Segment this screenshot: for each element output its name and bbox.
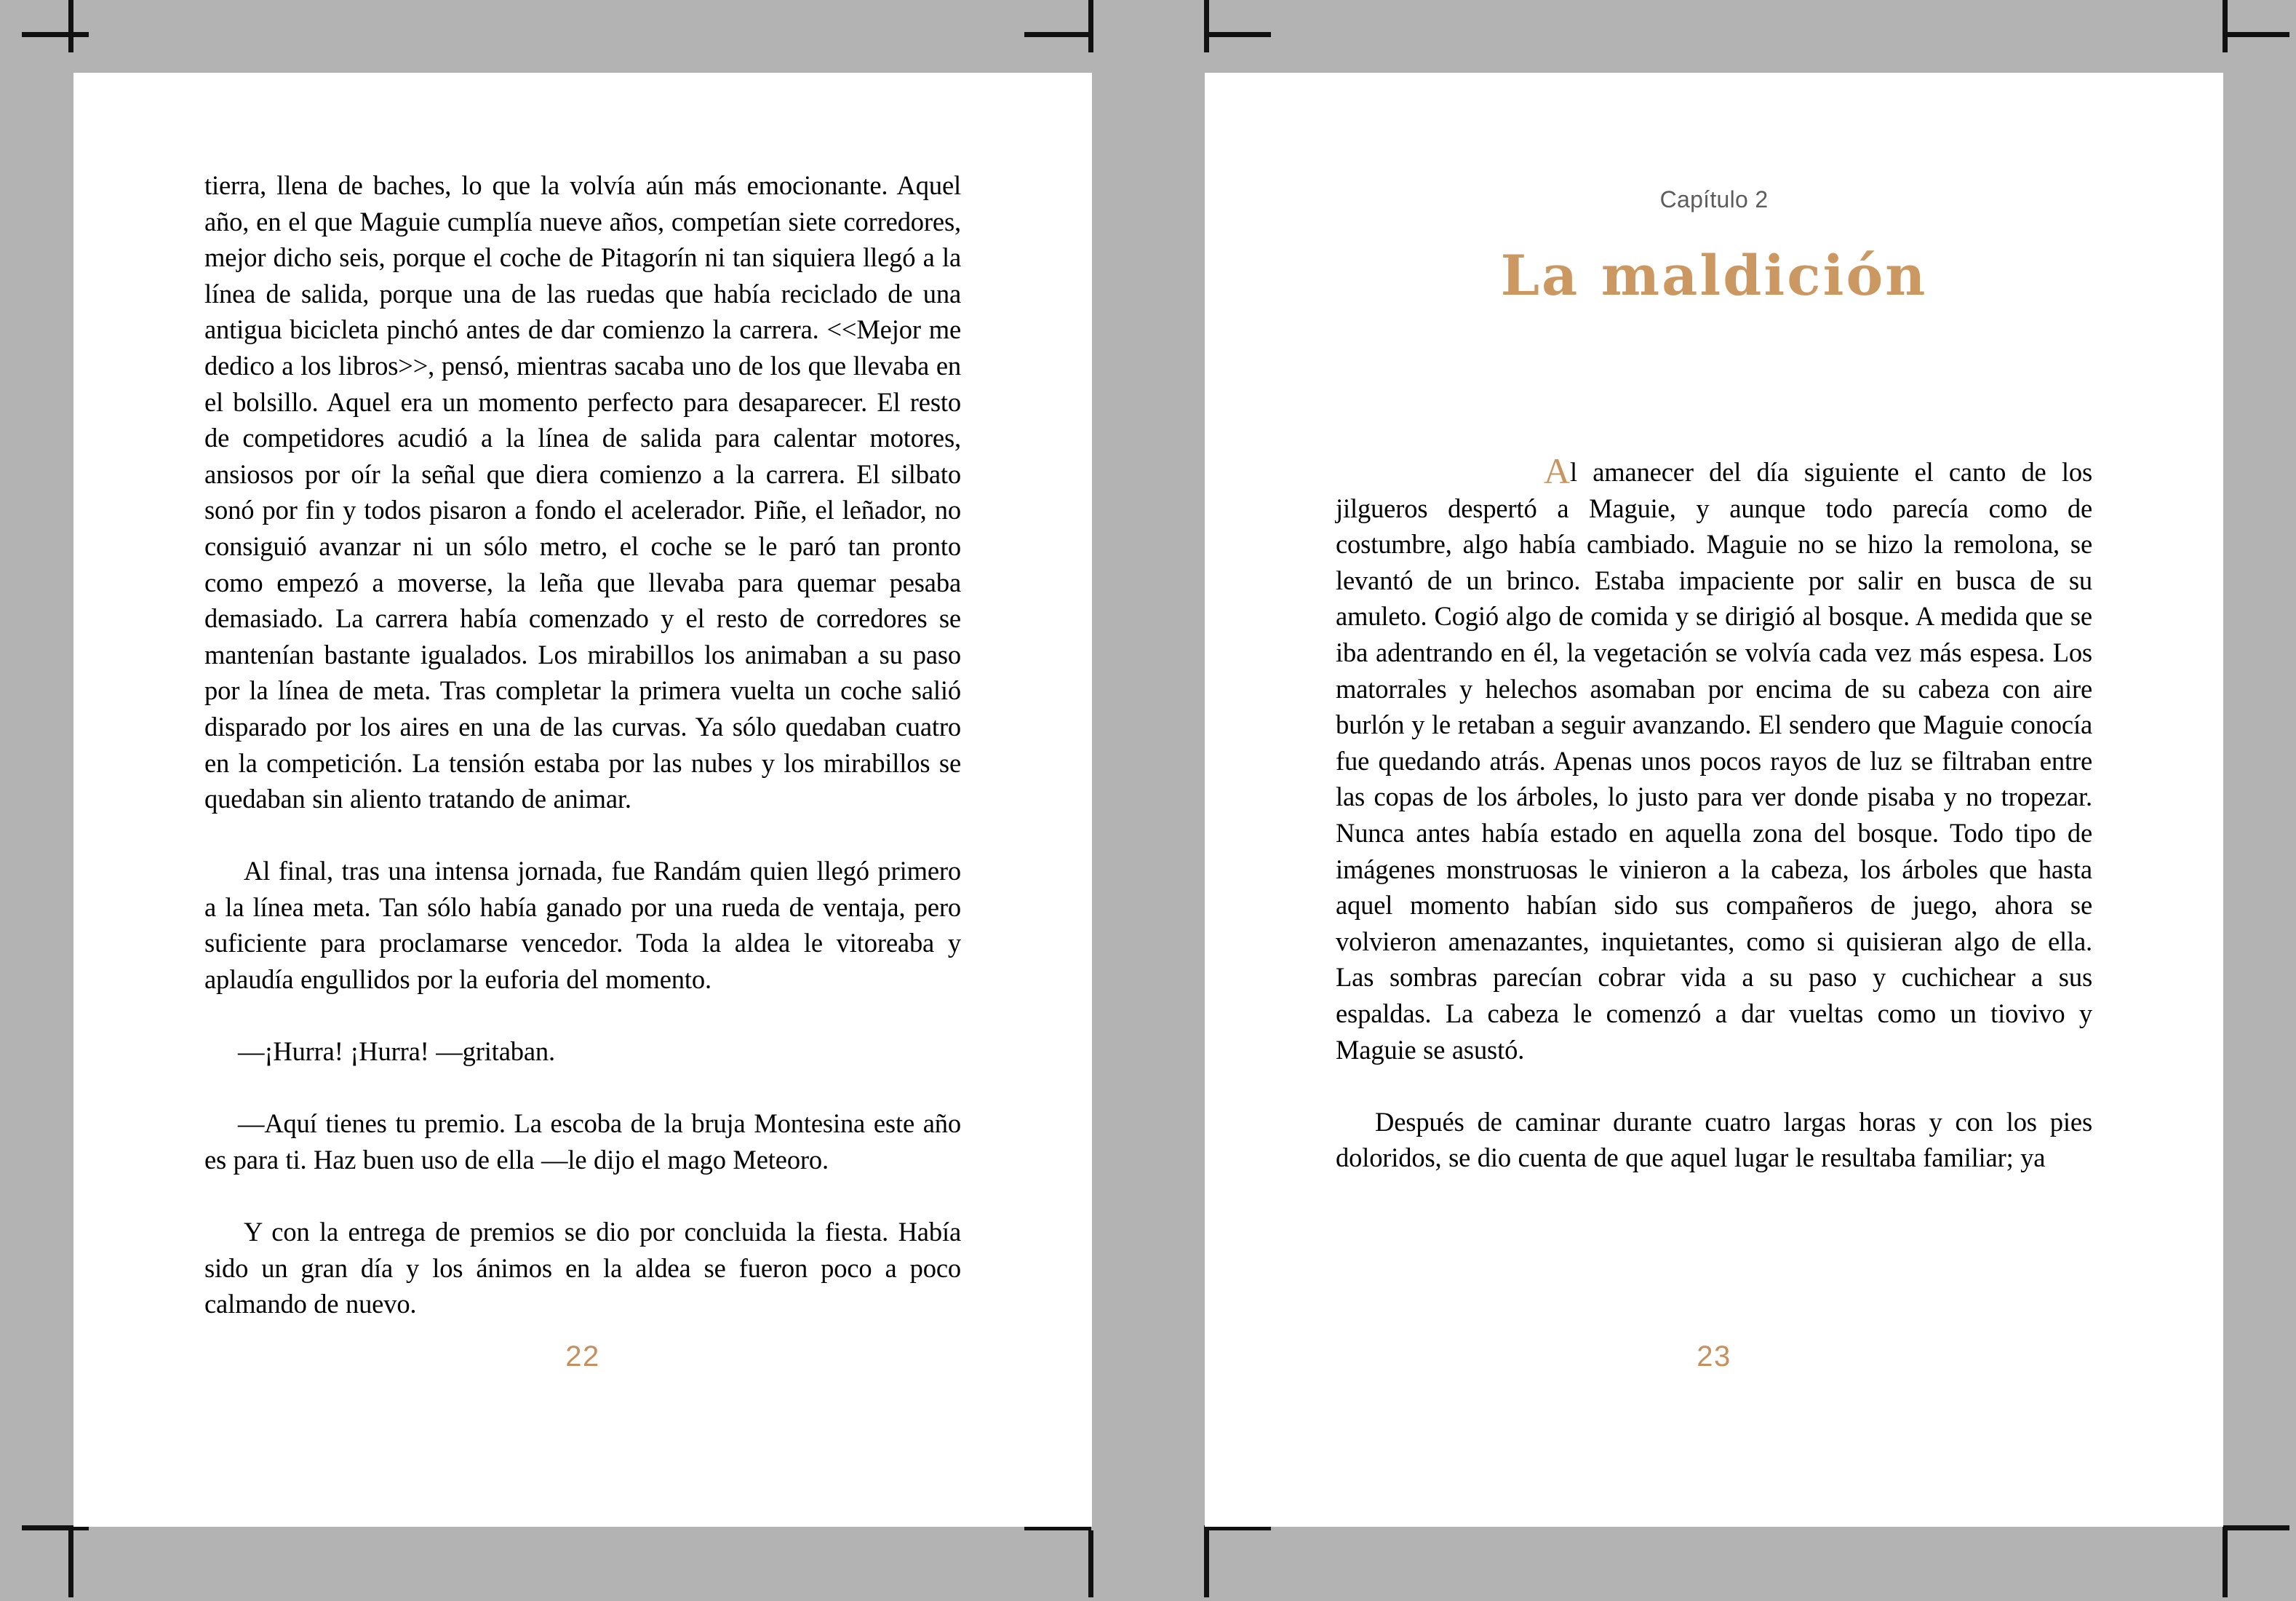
page-number-right: 23	[1697, 1340, 1731, 1372]
drop-initial: A	[1544, 450, 1570, 491]
chapter-title-text: La maldición	[1500, 243, 1928, 308]
crop-mark-top-right-vertical	[2223, 0, 2228, 52]
crop-mark-top-inner-left-vertical	[1088, 0, 1093, 52]
left-page	[73, 73, 1092, 1527]
crop-mark-bottom-right-horizontal	[2223, 1525, 2289, 1530]
paragraph-dialogue-hurra: —¡Hurra! ¡Hurra! —gritaban.	[238, 1036, 555, 1067]
paragraph-al-final: Al final, tras una intensa jornada, fue Randám quien llegó primero a la línea meta. Tan sólo había ganado por una rueda de ventaja, pero suficiente para proclamarse vencedor. Toda la aldea le vitoreaba y aplaudía engullidos por la euforia del momento.	[204, 856, 961, 995]
paragraph-entrega-premios: Y con la entrega de premios se dio por concluida la fiesta. Había sido un gran día y los ánimos en la aldea se fueron poco a poco calmando de nuevo.	[204, 1217, 961, 1319]
crop-mark-top-left-horizontal	[22, 32, 89, 37]
crop-mark-top-inner-left-horizontal	[1024, 32, 1091, 37]
crop-mark-top-inner-right-horizontal	[1204, 32, 1271, 37]
crop-mark-bottom-inner-right-vertical	[1204, 1530, 1209, 1597]
paragraph-chapter-opening	[1336, 450, 2092, 1068]
crop-mark-bottom-left-vertical	[68, 1530, 73, 1597]
crop-mark-top-left-vertical	[68, 0, 73, 52]
paragraph-chapter-opening-text: l amanecer del día siguiente el canto de los jilgueros despertó a Maguie, y aunque todo parecía como de costumbre, algo había cambiado. Maguie no se hizo la remolona, se levantó de un brinco. Estaba impaciente por salir en busca de su amuleto. Cogió algo de comida y se dirigió al bosque. A medida que se iba adentrando en él, la vegetación se volvía cada vez más espesa. Los matorrales y helechos asomaban por encima de su cabeza con aire burlón y le retaban a seguir avanzando. El sendero que Maguie conocía fue quedando atrás. Apenas unos pocos rayos de luz se filtraban entre las copas de los árboles, lo justo para ver donde pisaba y no tropezar. Nunca antes había estado en aquella zona del bosque. Todo tipo de imágenes monstruosas le vinieron a la cabeza, los árboles que hasta aquel momento habían sido sus compañeros de juego, ahora se volvieron amenazantes, inquietantes, como si quisieran algo de ella. Las sombras parecían cobrar vida a su paso y cuchichear a sus espaldas. La cabeza le comenzó a dar vueltas como un tiovivo y Maguie se asustó.	[1336, 457, 2092, 1065]
crop-mark-bottom-right-vertical	[2223, 1530, 2228, 1597]
paragraph-continuation: tierra, llena de baches, lo que la volvía aún más emocionante. Aquel año, en el que Maguie cumplía nueve años, competían siete corredores, mejor dicho seis, porque el coche de Pitagorín ni tan siquiera llegó a la línea de salida, porque una de las ruedas que había reciclado de una antigua bicicleta pinchó antes de dar comienzo la carrera. <<Mejor me dedico a los libros>>, pensó, mientras sacaba uno de los que llevaba en el bolsillo. Aquel era un momento perfecto para desaparecer. El resto de competidores acudió a la línea de salida para calentar motores, ansiosos por oír la señal que diera comienzo a la carrera. El silbato sonó por fin y todos pisaron a fondo el acelerador. Piñe, el leñador, no consiguió avanzar ni un sólo metro, el coche se le paró tan pronto como empezó a moverse, la leña que llevaba para quemar pesaba demasiado. La carrera había comenzado y el resto de corredores se mantenían bastante igualados. Los mirabillos los animaban a su paso por la línea de meta. Tras completar la primera vuelta un coche salió disparado por los aires en una de las curvas. Ya sólo quedaban cuatro en la competición. La tensión estaba por las nubes y los mirabillos se quedaban sin aliento tratando de animar.	[204, 170, 961, 814]
left-page-textblock	[204, 167, 961, 1322]
crop-mark-top-inner-right-vertical	[1204, 0, 1209, 52]
right-page-textblock	[1336, 450, 2092, 1176]
paragraph-dialogue-premio: —Aquí tienes tu premio. La escoba de la bruja Montesina este año es para ti. Haz buen uso de ella —le dijo el mago Meteoro.	[204, 1108, 961, 1175]
chapter-title	[1336, 243, 2092, 308]
crop-mark-bottom-inner-left-vertical	[1088, 1530, 1093, 1597]
right-page	[1205, 73, 2223, 1527]
crop-mark-top-right-horizontal	[2223, 32, 2289, 37]
paragraph-despues-de-caminar: Después de caminar durante cuatro largas horas y con los pies doloridos, se dio cuenta de que aquel lugar le resultaba familiar; ya	[1336, 1106, 2092, 1173]
chapter-eyebrow: Capítulo 2	[1659, 186, 1769, 212]
chapter-head	[1336, 186, 2092, 308]
page-number-left: 22	[565, 1340, 600, 1372]
